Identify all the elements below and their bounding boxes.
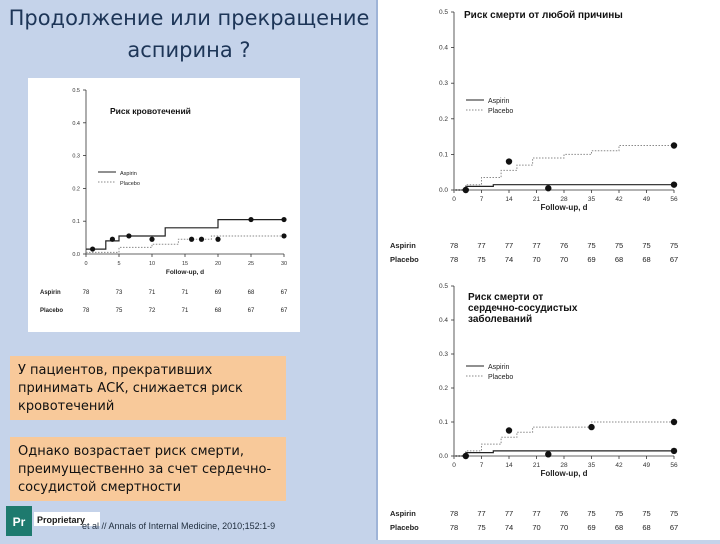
risk-table-cell: 75 xyxy=(614,509,624,518)
risk-table-row-label: Aspirin xyxy=(390,509,416,518)
risk-table-cell: 71 xyxy=(148,290,156,296)
y-tick-label: 0.4 xyxy=(438,44,448,52)
y-tick-label: 0.3 xyxy=(438,351,448,358)
x-tick-label: 56 xyxy=(670,462,678,469)
risk-table-cell: 68 xyxy=(642,255,651,264)
event-marker xyxy=(248,217,253,222)
risk-table-cell: 67 xyxy=(669,523,679,532)
risk-table-cell: 78 xyxy=(82,308,90,314)
risk-table-cell: 78 xyxy=(449,523,459,532)
x-tick-label: 15 xyxy=(181,261,189,267)
event-marker xyxy=(126,233,131,238)
risk-table-cell: 77 xyxy=(504,509,514,518)
event-marker xyxy=(671,448,677,454)
event-marker xyxy=(199,237,204,242)
legend-label-placebo: Placebo xyxy=(488,374,514,381)
risk-table-cell: 72 xyxy=(148,308,156,314)
event-marker xyxy=(149,237,154,242)
risk-table-cell: 67 xyxy=(669,255,679,264)
risk-table-cell: 70 xyxy=(532,255,541,264)
risk-table-cell: 71 xyxy=(181,290,189,296)
chart-title: Риск смерти от любой причины xyxy=(464,10,623,21)
risk-table-row-label: Placebo xyxy=(390,255,419,264)
x-tick-label: 28 xyxy=(560,196,568,203)
x-tick-label: 35 xyxy=(587,196,596,203)
event-marker xyxy=(545,185,551,191)
risk-table-row-label: Aspirin xyxy=(40,290,61,296)
y-tick-label: 0.1 xyxy=(72,219,80,226)
x-tick-label: 14 xyxy=(505,462,513,469)
y-tick-label: 0.1 xyxy=(438,419,448,426)
x-axis-label: Follow-up, d xyxy=(540,469,588,478)
risk-table-cell: 69 xyxy=(587,255,596,264)
risk-table-cell: 77 xyxy=(477,509,486,518)
slide-title: Продолжение или прекращение аспирина ? xyxy=(8,6,370,62)
series-line-placebo xyxy=(86,236,284,252)
citation: et al // Annals of Internal Medicine, 2010;152:1-9 xyxy=(82,521,276,531)
y-tick-label: 0.1 xyxy=(438,151,448,159)
risk-table-cell: 68 xyxy=(614,255,624,264)
event-marker xyxy=(281,217,286,222)
risk-table-row-label: Placebo xyxy=(40,308,64,314)
risk-table-cell: 74 xyxy=(504,523,514,532)
x-tick-label: 7 xyxy=(479,462,484,469)
all-cause-death-chart xyxy=(384,0,710,276)
legend-label-aspirin: Aspirin xyxy=(488,364,510,371)
risk-table-cell: 75 xyxy=(115,308,123,314)
risk-table-row-label: Placebo xyxy=(390,523,419,532)
callout-bleeding xyxy=(10,356,286,420)
risk-table-cell: 75 xyxy=(587,509,596,518)
event-marker xyxy=(671,419,677,425)
risk-table-cell: 67 xyxy=(280,290,288,296)
event-marker xyxy=(671,181,677,187)
bleeding-chart xyxy=(28,78,300,332)
risk-table-cell: 78 xyxy=(449,255,459,264)
y-tick-label: 0.0 xyxy=(72,252,80,258)
risk-table-cell: 75 xyxy=(669,509,679,518)
risk-table-cell: 78 xyxy=(449,241,459,250)
y-tick-label: 0.4 xyxy=(72,120,80,127)
risk-table-cell: 76 xyxy=(559,241,569,250)
risk-table-cell: 73 xyxy=(115,290,123,296)
x-tick-label: 0 xyxy=(452,196,456,203)
event-marker xyxy=(671,142,677,148)
panel-divider xyxy=(376,0,378,540)
x-axis-label: Follow-up, d xyxy=(165,269,205,276)
y-tick-label: 0.3 xyxy=(72,153,80,160)
legend-label-aspirin: Aspirin xyxy=(120,171,137,177)
logo-mark: Pr xyxy=(12,515,26,529)
risk-table-cell: 75 xyxy=(642,509,651,518)
series-line-placebo xyxy=(454,146,674,191)
risk-table-cell: 70 xyxy=(532,523,541,532)
event-marker xyxy=(110,237,115,242)
risk-table-cell: 75 xyxy=(669,241,679,250)
risk-table-cell: 77 xyxy=(477,241,486,250)
risk-table-cell: 68 xyxy=(214,308,222,314)
x-tick-label: 21 xyxy=(532,196,541,203)
risk-table-cell: 69 xyxy=(214,290,222,296)
callout-mortality xyxy=(10,437,286,501)
x-tick-label: 42 xyxy=(615,196,623,203)
risk-table-cell: 75 xyxy=(587,241,596,250)
cv-chart-card xyxy=(384,276,710,540)
legend-label-placebo: Placebo xyxy=(488,108,514,115)
y-tick-label: 0.2 xyxy=(72,186,80,193)
event-marker xyxy=(506,427,512,433)
risk-table-cell: 78 xyxy=(449,509,459,518)
legend-label-aspirin: Aspirin xyxy=(488,98,510,105)
y-tick-label: 0.4 xyxy=(438,317,448,324)
risk-table-cell: 75 xyxy=(477,255,486,264)
x-tick-label: 56 xyxy=(670,196,678,203)
y-tick-label: 0.5 xyxy=(438,283,448,290)
risk-table-cell: 75 xyxy=(614,241,624,250)
y-tick-label: 0.5 xyxy=(438,9,448,16)
x-tick-label: 7 xyxy=(479,196,484,203)
risk-table-cell: 74 xyxy=(504,255,514,264)
all-cause-chart-card xyxy=(384,0,710,276)
x-tick-label: 49 xyxy=(642,462,651,469)
risk-table-cell: 68 xyxy=(642,523,651,532)
chart-title: Риск кровотечений xyxy=(110,106,191,116)
risk-table-cell: 77 xyxy=(532,509,541,518)
event-marker xyxy=(588,424,594,430)
x-tick-label: 49 xyxy=(642,196,651,203)
y-tick-label: 0.0 xyxy=(438,187,448,194)
risk-table-cell: 68 xyxy=(614,523,624,532)
risk-table-cell: 76 xyxy=(559,509,569,518)
risk-table-cell: 77 xyxy=(532,241,541,250)
y-tick-label: 0.3 xyxy=(438,80,448,88)
risk-table-cell: 71 xyxy=(181,308,189,314)
risk-table-cell: 78 xyxy=(82,290,90,296)
x-tick-label: 35 xyxy=(587,462,596,469)
chart-title: сердечно-сосудистых xyxy=(468,303,578,314)
x-tick-label: 28 xyxy=(560,462,568,469)
x-tick-label: 30 xyxy=(280,261,288,267)
series-line-aspirin xyxy=(454,451,674,456)
logo-text: Proprietary xyxy=(37,515,86,525)
risk-table-row-label: Aspirin xyxy=(390,241,416,250)
x-axis-label: Follow-up, d xyxy=(540,203,588,212)
risk-table-cell: 77 xyxy=(504,241,514,250)
risk-table-cell: 67 xyxy=(247,308,255,314)
y-tick-label: 0.5 xyxy=(72,88,80,94)
risk-table-cell: 70 xyxy=(559,255,569,264)
event-marker xyxy=(463,453,469,459)
x-tick-label: 25 xyxy=(247,261,255,267)
x-tick-label: 21 xyxy=(532,462,541,469)
y-tick-label: 0.0 xyxy=(438,453,448,460)
x-tick-label: 42 xyxy=(615,462,623,469)
chart-title: Риск смерти от xyxy=(468,292,544,303)
x-tick-label: 0 xyxy=(452,462,456,469)
event-marker xyxy=(281,233,286,238)
legend-label-placebo: Placebo xyxy=(120,181,140,187)
risk-table-cell: 75 xyxy=(477,523,486,532)
risk-table-cell: 69 xyxy=(587,523,596,532)
callout-mortality-text: Однако возрастает риск смерти, преимущественно за счет сердечно-сосудистой смертности xyxy=(18,444,272,495)
y-tick-label: 0.2 xyxy=(438,385,448,392)
event-marker xyxy=(189,237,194,242)
x-tick-label: 5 xyxy=(117,261,121,267)
risk-table-cell: 67 xyxy=(280,308,288,314)
y-tick-label: 0.2 xyxy=(438,115,448,123)
event-marker xyxy=(545,451,551,457)
event-marker xyxy=(90,246,95,251)
risk-table-cell: 68 xyxy=(247,290,255,296)
series-line-aspirin xyxy=(86,220,284,250)
x-tick-label: 0 xyxy=(84,261,88,267)
risk-table-cell: 70 xyxy=(559,523,569,532)
callout-bleeding-text: У пациентов, прекративших принимать АСК, снижается риск кровотечений xyxy=(18,363,243,414)
event-marker xyxy=(215,237,220,242)
chart-title: заболеваний xyxy=(468,314,533,325)
bleeding-chart-card xyxy=(28,78,300,332)
x-tick-label: 10 xyxy=(148,261,156,267)
event-marker xyxy=(463,187,469,193)
risk-table-cell: 75 xyxy=(642,241,651,250)
x-tick-label: 14 xyxy=(505,196,513,203)
event-marker xyxy=(506,158,512,164)
x-tick-label: 20 xyxy=(214,261,222,267)
cv-death-chart xyxy=(384,276,710,540)
series-line-aspirin xyxy=(454,185,674,190)
